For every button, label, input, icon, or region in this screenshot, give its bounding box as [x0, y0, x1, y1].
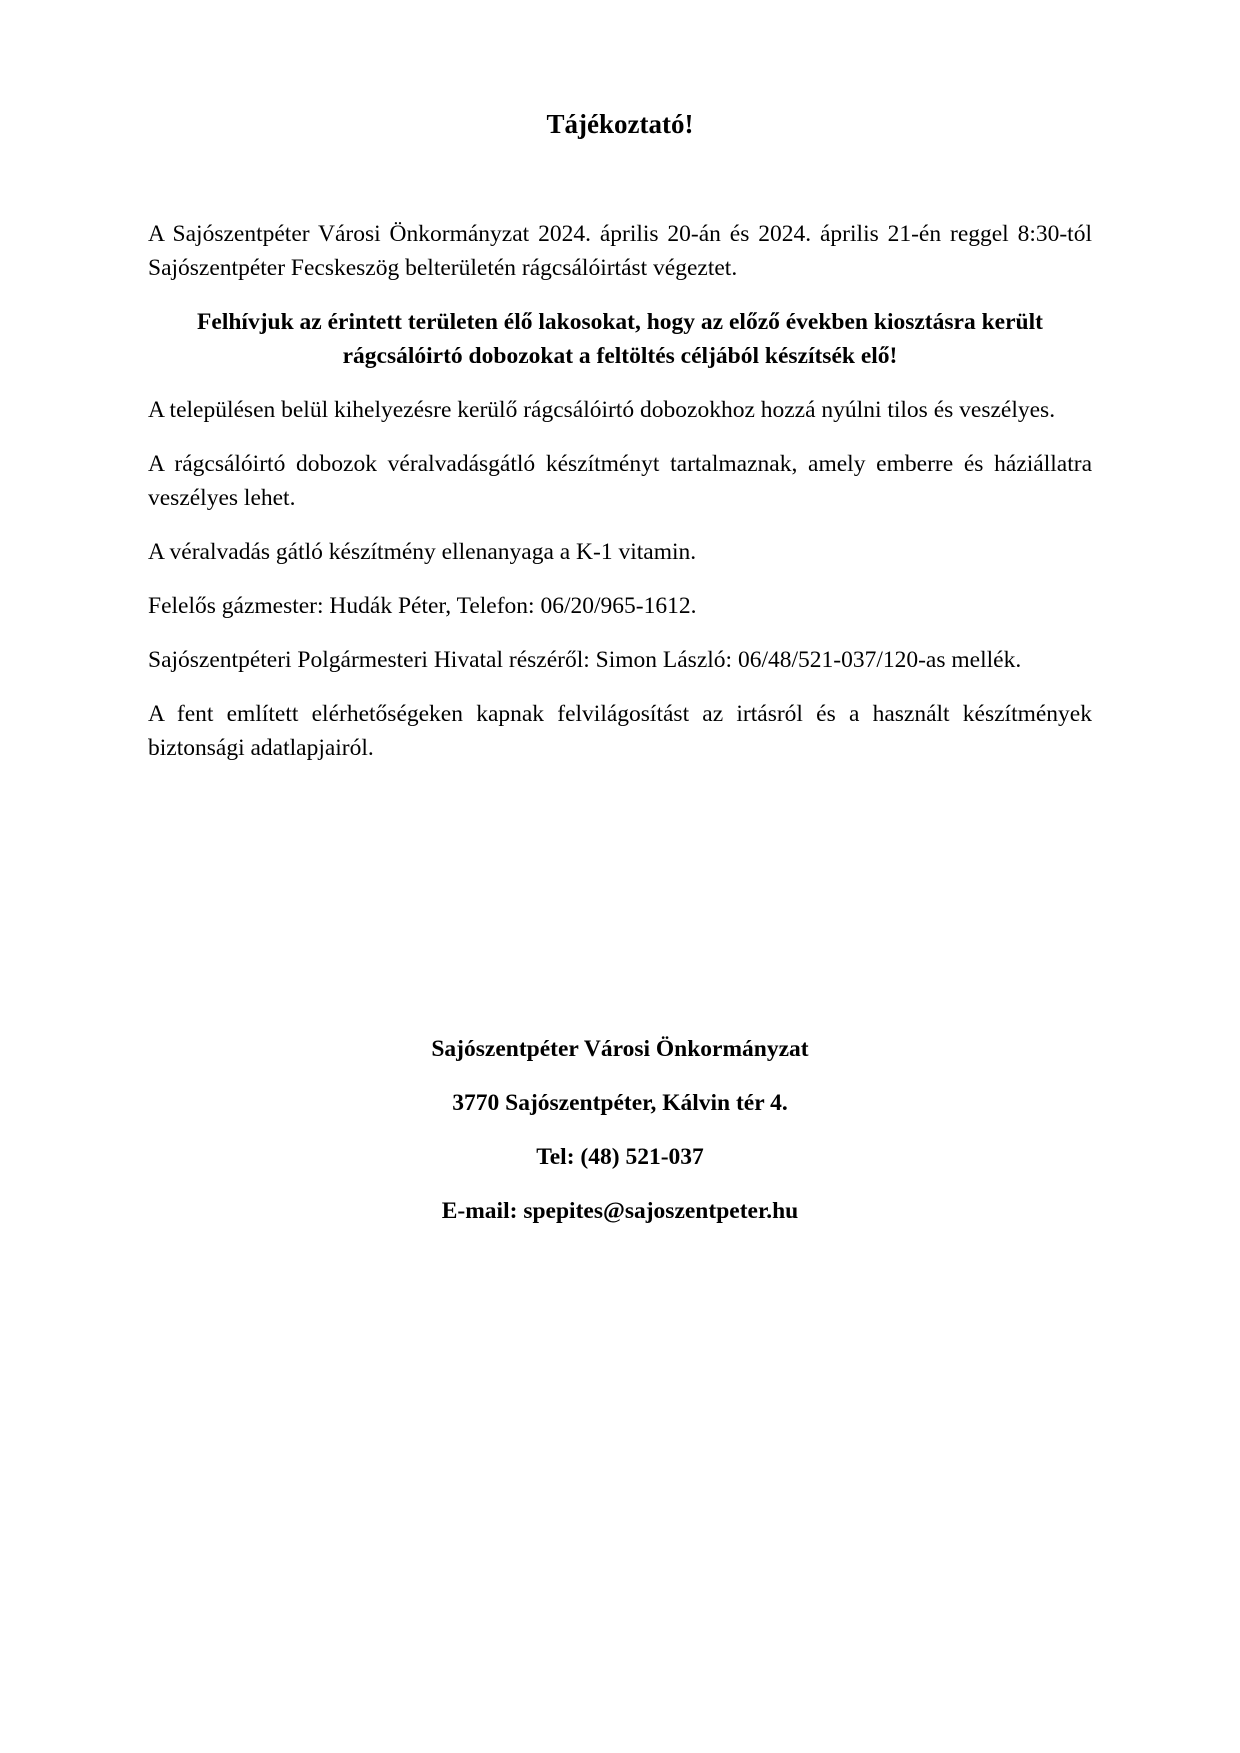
- paragraph-announcement: A Sajószentpéter Városi Önkormányzat 2024. április 20-án és 2024. április 21-én reggel 8:30-tól Sajószentpéter Fecskeszög belterületén rágcsálóirtást végeztet.: [148, 221, 1092, 281]
- paragraph-warning-touch: A településen belül kihelyezésre kerülő rágcsálóirtó dobozokhoz hozzá nyúlni tilos és veszélyes.: [148, 397, 1056, 423]
- paragraph-information: A fent említett elérhetőségeken kapnak felvilágosítást az irtásról és a használt készítmények biztonsági adatlapjairól.: [148, 701, 1092, 761]
- paragraph-call-to-action: Felhívjuk az érintett területen élő lakosokat, hogy az előző években kiosztásra került rágcsálóirtó dobozokat a feltöltés céljából készítsék elő!: [197, 309, 1043, 369]
- footer-address: 3770 Sajószentpéter, Kálvin tér 4.: [452, 1090, 788, 1116]
- footer-phone: Tel: (48) 521-037: [536, 1144, 704, 1170]
- paragraph-antidote: A véralvadás gátló készítmény ellenanyaga a K-1 vitamin.: [148, 539, 697, 565]
- signature-block: [0, 1032, 1240, 1248]
- document-title: Tájékoztató!: [546, 109, 694, 139]
- paragraph-contact-gas-master: Felelős gázmester: Hudák Péter, Telefon: 06/20/965-1612.: [148, 593, 697, 619]
- footer-organization: Sajószentpéter Városi Önkormányzat: [431, 1036, 809, 1062]
- paragraph-contact-office: Sajószentpéteri Polgármesteri Hivatal részéről: Simon László: 06/48/521-037/120-as mellék.: [148, 647, 1022, 673]
- footer-email: E-mail: spepites@sajoszentpeter.hu: [441, 1198, 799, 1224]
- document-body: [148, 217, 1092, 785]
- paragraph-warning-anticoagulant: A rágcsálóirtó dobozok véralvadásgátló készítményt tartalmaznak, amely emberre és háziállatra veszélyes lehet.: [148, 451, 1092, 511]
